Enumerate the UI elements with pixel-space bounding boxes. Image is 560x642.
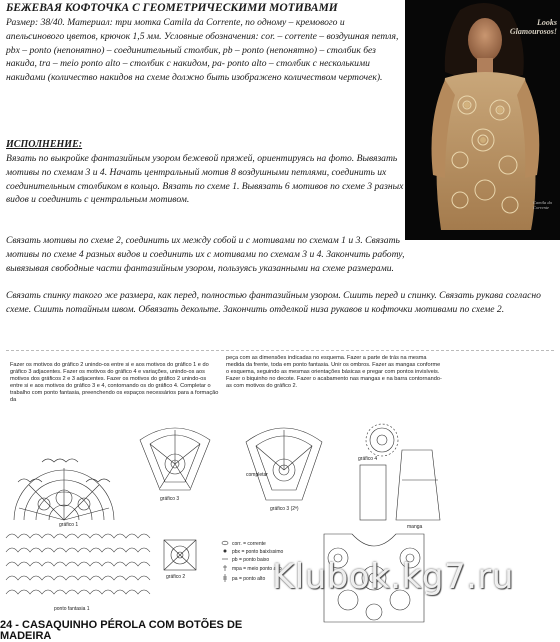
russian-title: БЕЖЕВАЯ КОФТОЧКА С ГЕОМЕТРИЧЕСКИМИ МОТИВАМИ [6, 2, 338, 14]
model-photo [405, 0, 560, 240]
section-divider [6, 350, 554, 351]
legend-item-4: pa = ponto alto [232, 576, 266, 582]
pattern-footer-title: 24 - CASAQUINHO PÉROLA COM BOTÕES DE MADEIRA [0, 619, 243, 642]
legend-item-0: corr. = corrente [232, 541, 266, 547]
execution-paragraph-2: Связать мотивы по схеме 2, соединить их между собой и с мотивами по схемам 1 и 3. Связать мотивы по схеме 4 разных видов и соединить их с мотивами по схемам 3 и 4. Закончить работу, вывязывая свободные части фантазийным узором, пользуясь указанными на схеме размерами. [6, 235, 405, 274]
execution-heading: ИСПОЛНЕНИЕ: [6, 139, 83, 150]
crochet-chart-grafico-1 [4, 420, 124, 528]
crochet-chart-grafico-3-variant [238, 420, 330, 512]
portuguese-instructions-col1: Fazer os motivos do gráfico 2 unindo-os entre si e aos motivos do gráfico 1 e do gráfico 3 adjacentes. Fazer os motivos do gráfico 4 e variações, unindo-os aos motivos dos gráficos 2 e 3 adjacentes. Fazer os motivos do gráfico 2 unindo-os entre si e aos motivos do gráfico 3 e 4, contornando os do gráfico 4. Completar o trabalho com ponto fantasia, preenchendo os espaços necessários para a formação da [10, 362, 219, 403]
grafico-1-label: gráfico 1 [59, 522, 79, 528]
grafico-4-label: gráfico 4 [358, 456, 378, 462]
portuguese-instructions-col2: peça com as dimensões indicadas no esquema. Fazer a parte de trás na mesma medida da frente, toda em ponto fantasia. Unir os ombros. Fazer as mangas conforme o esquema, seguindo as mesmas orientações básicas e pregar com pontos invisíveis. Fazer o biquinho no decote. Fazer o acabamento nas mangas e na barra contornando-as com motivos do gráfico 2. [226, 355, 442, 389]
ponto-fantasia-label: ponto fantasia 1 [54, 606, 90, 612]
grafico-3-label: gráfico 3 [160, 496, 180, 502]
photo-side-note: Camila da Corrente [533, 200, 552, 210]
russian-materials-paragraph: Размер: 38/40. Материал: три мотка Camila da Corrente, по одному – кремового и апельсинового цветов, крючок 1,5 мм. Условные обозначения: cor. – corrente – воздушная петля, pbx – ponto (непонятно) – соединительный столбик, pb – ponto (непонятно) – столбик без накида, tra – meio ponto alto – столбик с накидом, pa- ponto alto – столбик с несколькими накидами (количество накидов на схеме должно быть изображено количеством черточек). [6, 17, 399, 84]
photo-caption: Looks Glamourosos! [509, 18, 557, 36]
crochet-chart-manga [352, 420, 448, 530]
grafico-3b-label: gráfico 3 (2ª) [270, 506, 299, 512]
crochet-chart-grafico-2 [160, 536, 200, 580]
crochet-chart-ponto-fantasia [4, 528, 154, 614]
execution-paragraph-1: Вязать по выкройке фантазийным узором бежевой пряжей, ориентируясь на фото. Вывязать мотивы по схемам 3 и 4. Начать центральный мотив 8 воздушными петлями, соединить их соединительным столбиком в кольцо. Вязать по схеме 1. Вывязать 6 мотивов по схеме 3 разных видов и соединить с центральным мотивом. [6, 153, 404, 206]
site-watermark: Klubok.kg7.ru [272, 557, 514, 597]
legend-item-2: pb = ponto baixo [232, 557, 270, 563]
manga-label: manga [407, 524, 423, 530]
legend-item-3: mpa = meio ponto alto [232, 566, 282, 572]
complete-label: completar [246, 472, 268, 478]
crochet-chart-grafico-3 [130, 420, 220, 502]
grafico-2-label: gráfico 2 [166, 574, 186, 580]
legend-item-1: pbx = ponto baixíssimo [232, 549, 284, 555]
execution-paragraph-3: Связать спинку такого же размера, как перед, полностью фантазийным узором. Сшить перед и спинку. Связать рукава согласно схеме. Сшить потайным швом. Обвязать декольте. Закончить отделкой низа рукавов и кофточки мотивами по схеме 2. [6, 290, 541, 315]
